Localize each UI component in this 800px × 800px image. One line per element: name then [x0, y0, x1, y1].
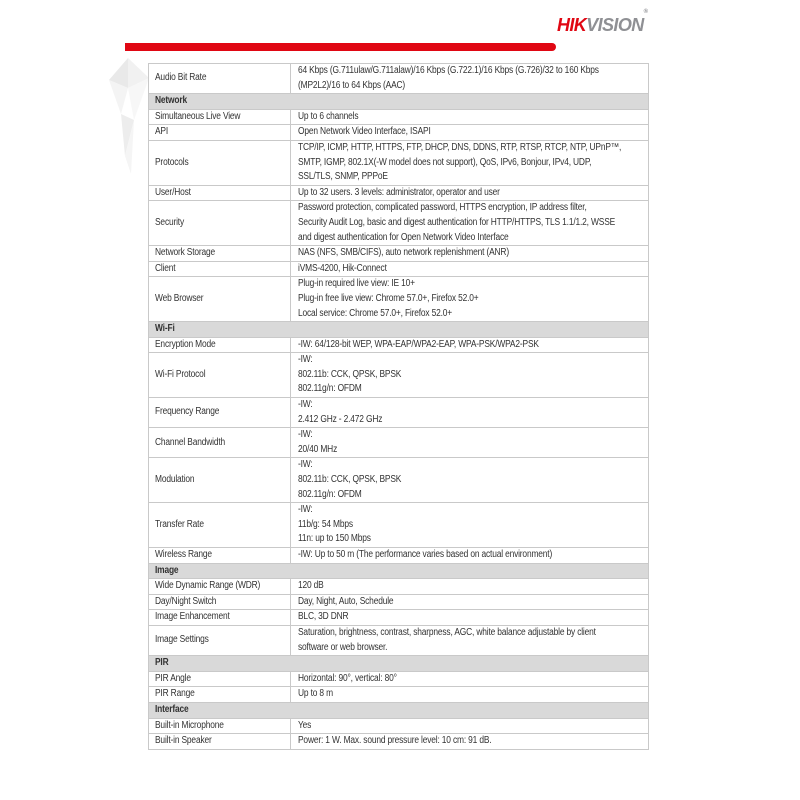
- spec-value: [291, 718, 649, 734]
- section-header-row: [149, 563, 649, 579]
- spec-value: [291, 277, 649, 322]
- spec-value-text: Password protection, complicated password, HTTPS encryption, IP address filter,: [298, 202, 587, 214]
- spec-row: [149, 458, 649, 503]
- spec-value-line: [298, 458, 646, 473]
- spec-value-text: SSL/TLS, SNMP, PPPoE: [298, 171, 388, 183]
- spec-value: [291, 503, 649, 548]
- spec-row: [149, 353, 649, 398]
- spec-value-text: 64 Kbps (G.711ulaw/G.711alaw)/16 Kbps (G.722.1)/16 Kbps (G.726)/32 to 160 Kbps: [298, 65, 599, 76]
- spec-label: [149, 140, 291, 185]
- spec-value-text: 802.11g/n: OFDM: [298, 488, 362, 500]
- spec-value: [291, 734, 649, 750]
- spec-value-text: Local service: Chrome 57.0+, Firefox 52.0+: [298, 307, 453, 319]
- section-title-text: Wi-Fi: [155, 323, 175, 335]
- spec-value-line: [298, 110, 646, 125]
- spec-value: [291, 109, 649, 125]
- spec-value: [291, 687, 649, 703]
- spec-label: [149, 185, 291, 201]
- spec-value-text: and digest authentication for Open Network Video Interface: [298, 231, 509, 243]
- spec-value-line: [298, 156, 646, 171]
- spec-label-text: Simultaneous Live View: [155, 110, 241, 122]
- spec-label-text: Modulation: [155, 474, 195, 486]
- spec-value-line: [298, 292, 646, 307]
- spec-label-text: Audio Bit Rate: [155, 72, 207, 84]
- spec-value-line: [298, 488, 646, 503]
- spec-label-text: Image Enhancement: [155, 611, 230, 623]
- spec-label-text: Wide Dynamic Range (WDR): [155, 580, 261, 592]
- spec-label-text: Transfer Rate: [155, 518, 204, 530]
- logo-vision-text: VISION: [586, 15, 644, 35]
- spec-value: [291, 625, 649, 655]
- spec-value: [291, 185, 649, 201]
- spec-value-text: -IW:: [298, 399, 313, 411]
- spec-value-text: Power: 1 W. Max. sound pressure level: 10 cm: 91 dB.: [298, 735, 492, 747]
- spec-label: [149, 246, 291, 262]
- spec-value-line: [298, 734, 646, 749]
- spec-value-text: -IW:: [298, 504, 313, 516]
- spec-value-text: -IW:: [298, 459, 313, 471]
- spec-value-text: BLC, 3D DNR: [298, 611, 349, 623]
- spec-value-line: [298, 428, 646, 443]
- spec-value-text: TCP/IP, ICMP, HTTP, HTTPS, FTP, DHCP, DNS, DDNS, RTP, RTSP, RTCP, NTP, UPnP™,: [298, 141, 622, 153]
- spec-value-line: [298, 307, 646, 322]
- spec-value-text: 20/40 MHz: [298, 443, 338, 455]
- spec-value-text: Plug-in required live view: IE 10+: [298, 278, 415, 290]
- spec-value-line: [298, 262, 646, 277]
- spec-value-line: [298, 579, 646, 594]
- spec-row: [149, 734, 649, 750]
- section-title-text: Interface: [155, 703, 189, 715]
- spec-row: [149, 610, 649, 626]
- spec-value: [291, 398, 649, 428]
- spec-value-line: [298, 277, 646, 292]
- spec-value-line: [298, 368, 646, 383]
- spec-value-text: iVMS-4200, Hik-Connect: [298, 262, 387, 274]
- spec-label-text: API: [155, 126, 169, 138]
- spec-row: [149, 503, 649, 548]
- spec-value-text: NAS (NFS, SMB/CIFS), auto network replenishment (ANR): [298, 247, 509, 259]
- spec-value: [291, 671, 649, 687]
- spec-value-line: [298, 610, 646, 625]
- spec-label: [149, 594, 291, 610]
- spec-row: [149, 718, 649, 734]
- spec-label-text: Encryption Mode: [155, 338, 216, 350]
- spec-value-line: [298, 79, 646, 94]
- spec-row: [149, 548, 649, 564]
- spec-value: [291, 246, 649, 262]
- spec-value-text: 802.11b: CCK, QPSK, BPSK: [298, 368, 402, 380]
- section-header-row: [149, 656, 649, 672]
- spec-row: [149, 201, 649, 246]
- spec-value-text: Day, Night, Auto, Schedule: [298, 595, 394, 607]
- spec-value-text: -IW: 64/128-bit WEP, WPA-EAP/WPA2-EAP, WPA-PSK/WPA2-PSK: [298, 338, 539, 350]
- section-title-text: Network: [155, 95, 187, 107]
- spec-value: [291, 548, 649, 564]
- section-title: [149, 94, 649, 110]
- section-title: [149, 322, 649, 338]
- logo-hik-text: HIK: [557, 15, 587, 35]
- spec-label-text: Wi-Fi Protocol: [155, 368, 206, 380]
- spec-table: [148, 63, 649, 750]
- spec-label: [149, 109, 291, 125]
- spec-value-line: [298, 216, 646, 231]
- spec-label: [149, 579, 291, 595]
- spec-value-text: (MP2L2)/16 to 64 Kbps (AAC): [298, 79, 406, 91]
- spec-value-line: [298, 353, 646, 368]
- spec-value-text: -IW:: [298, 429, 313, 441]
- section-title: [149, 563, 649, 579]
- watermark-crystal-graphic: [101, 56, 153, 196]
- section-title: [149, 656, 649, 672]
- spec-value-line: [298, 532, 646, 547]
- spec-label: [149, 428, 291, 458]
- spec-row: [149, 261, 649, 277]
- spec-value: [291, 140, 649, 185]
- spec-value: [291, 125, 649, 141]
- spec-value-line: [298, 64, 646, 79]
- spec-row: [149, 428, 649, 458]
- spec-value: [291, 610, 649, 626]
- spec-value-line: [298, 641, 646, 656]
- spec-value-line: [298, 141, 646, 156]
- spec-value: [291, 201, 649, 246]
- spec-value-text: 2.412 GHz - 2.472 GHz: [298, 413, 383, 425]
- section-title-text: PIR: [155, 657, 169, 669]
- spec-row: [149, 246, 649, 262]
- spec-row: [149, 398, 649, 428]
- spec-value-text: Yes: [298, 719, 312, 731]
- spec-value-text: software or web browser.: [298, 641, 388, 653]
- spec-value-line: [298, 413, 646, 428]
- spec-row: [149, 277, 649, 322]
- spec-value: [291, 353, 649, 398]
- spec-label: [149, 548, 291, 564]
- spec-label-text: Image Settings: [155, 634, 209, 646]
- spec-value-text: 802.11g/n: OFDM: [298, 383, 362, 395]
- spec-value-text: -IW:: [298, 354, 313, 366]
- spec-value-line: [298, 719, 646, 734]
- spec-row: [149, 687, 649, 703]
- spec-value-line: [298, 503, 646, 518]
- spec-label: [149, 671, 291, 687]
- spec-value-text: Plug-in free live view: Chrome 57.0+, Firefox 52.0+: [298, 292, 479, 304]
- spec-value: [291, 579, 649, 595]
- spec-value-text: 120 dB: [298, 580, 324, 592]
- spec-value-text: Up to 8 m: [298, 688, 333, 700]
- spec-label-text: Frequency Range: [155, 406, 220, 418]
- spec-label: [149, 337, 291, 353]
- spec-value-text: Security Audit Log, basic and digest authentication for HTTP/HTTPS, TLS 1.1/1.2, WSSE: [298, 216, 616, 228]
- spec-value-line: [298, 687, 646, 702]
- spec-label: [149, 261, 291, 277]
- section-title: [149, 702, 649, 718]
- spec-value-line: [298, 201, 646, 216]
- spec-value: [291, 261, 649, 277]
- spec-value-text: -IW: Up to 50 m (The performance varies based on actual environment): [298, 549, 553, 560]
- spec-label-text: Wireless Range: [155, 549, 212, 560]
- spec-value-line: [298, 398, 646, 413]
- spec-row: [149, 109, 649, 125]
- spec-value-line: [298, 595, 646, 610]
- section-header-row: [149, 702, 649, 718]
- spec-label: [149, 734, 291, 750]
- spec-value: [291, 428, 649, 458]
- spec-label-text: Channel Bandwidth: [155, 436, 226, 448]
- spec-value-line: [298, 125, 646, 140]
- spec-value: [291, 594, 649, 610]
- spec-label: [149, 277, 291, 322]
- spec-value-line: [298, 338, 646, 353]
- spec-row: [149, 579, 649, 595]
- spec-value-line: [298, 473, 646, 488]
- spec-value-text: Up to 6 channels: [298, 110, 359, 122]
- spec-label: [149, 610, 291, 626]
- spec-label: [149, 398, 291, 428]
- spec-value-line: [298, 518, 646, 533]
- spec-value-text: Up to 32 users. 3 levels: administrator, operator and user: [298, 186, 500, 198]
- spec-label-text: Web Browser: [155, 292, 204, 304]
- section-header-row: [149, 322, 649, 338]
- spec-value-text: Open Network Video Interface, ISAPI: [298, 126, 431, 138]
- spec-label-text: Network Storage: [155, 247, 216, 259]
- spec-value-text: 11b/g: 54 Mbps: [298, 518, 353, 530]
- spec-label-text: PIR Range: [155, 688, 195, 700]
- spec-label-text: Built-in Speaker: [155, 735, 212, 747]
- spec-value-line: [298, 246, 646, 261]
- spec-value-line: [298, 672, 646, 687]
- spec-label-text: PIR Angle: [155, 672, 191, 684]
- spec-value-line: [298, 186, 646, 201]
- spec-label: [149, 353, 291, 398]
- spec-row: [149, 140, 649, 185]
- spec-label-text: Built-in Microphone: [155, 719, 224, 731]
- spec-label: [149, 687, 291, 703]
- spec-value-line: [298, 626, 646, 641]
- spec-label: [149, 125, 291, 141]
- spec-value-text: 802.11b: CCK, QPSK, BPSK: [298, 474, 402, 486]
- spec-value-line: [298, 231, 646, 246]
- spec-value-text: 11n: up to 150 Mbps: [298, 533, 371, 545]
- logo-registered-icon: ®: [643, 9, 648, 15]
- spec-row: [149, 125, 649, 141]
- spec-row: [149, 594, 649, 610]
- section-header-row: [149, 94, 649, 110]
- spec-label-text: Security: [155, 216, 185, 228]
- spec-label: [149, 718, 291, 734]
- spec-value-line: [298, 382, 646, 397]
- spec-label-text: User/Host: [155, 186, 191, 198]
- spec-label: [149, 503, 291, 548]
- spec-value-line: [298, 548, 646, 563]
- spec-label-text: Client: [155, 262, 176, 274]
- spec-value: [291, 337, 649, 353]
- spec-row: [149, 64, 649, 94]
- spec-row: [149, 337, 649, 353]
- spec-row: [149, 185, 649, 201]
- spec-label: [149, 625, 291, 655]
- header-red-bar: [125, 43, 556, 51]
- spec-value: [291, 64, 649, 94]
- spec-value-text: Saturation, brightness, contrast, sharpness, AGC, white balance adjustable by client: [298, 626, 596, 638]
- hikvision-logo: [557, 9, 647, 36]
- spec-value-line: [298, 443, 646, 458]
- spec-value: [291, 458, 649, 503]
- section-title-text: Image: [155, 564, 179, 576]
- spec-label: [149, 64, 291, 94]
- spec-row: [149, 625, 649, 655]
- spec-value-text: SMTP, IGMP, 802.1X(-W model does not support), QoS, IPv6, Bonjour, IPv4, UDP,: [298, 156, 592, 168]
- spec-label: [149, 201, 291, 246]
- spec-label-text: Protocols: [155, 156, 189, 168]
- spec-label: [149, 458, 291, 503]
- spec-label-text: Day/Night Switch: [155, 595, 217, 607]
- spec-value-text: Horizontal: 90°, vertical: 80°: [298, 672, 397, 684]
- spec-value-line: [298, 170, 646, 185]
- spec-row: [149, 671, 649, 687]
